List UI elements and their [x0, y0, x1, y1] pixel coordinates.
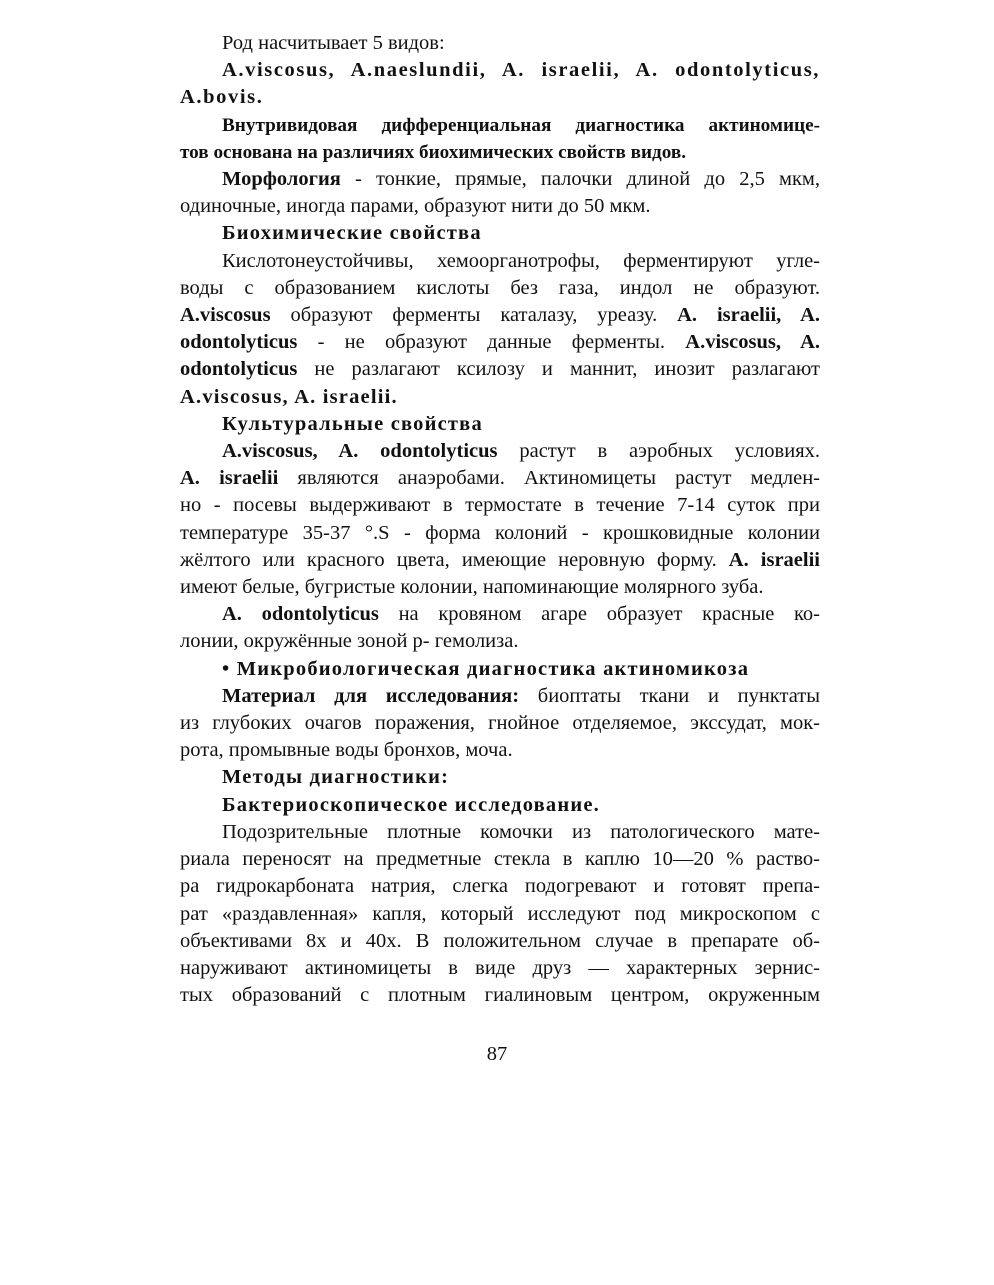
text-line	[180, 873, 820, 900]
text-line	[180, 574, 820, 601]
text-line	[180, 57, 820, 84]
text-span: рат «раздавленная» капля, который исследуют под микроскопом с	[180, 902, 820, 925]
text-line	[180, 547, 820, 574]
text-line	[180, 302, 820, 329]
text-span: объективами 8х и 40х. В положительном случае в препарате об-	[180, 929, 820, 952]
bold-text: Бактериоскопическое исследование.	[222, 793, 601, 816]
text-line	[180, 928, 820, 955]
bold-text: A.viscosus	[180, 304, 271, 327]
text-line	[180, 356, 820, 383]
text-line	[180, 628, 820, 655]
text-line	[180, 792, 820, 819]
text-span: тых образований с плотным гиалиновым центром, окруженным	[180, 984, 820, 1007]
text-span: растут в аэробных условиях.	[497, 440, 820, 463]
text-span: но - посевы выдерживают в термостате в течение 7-14 суток при	[180, 494, 820, 517]
text-line	[180, 329, 820, 356]
text-span: имеют белые, бугристые колонии, напоминающие молярного зуба.	[180, 576, 764, 599]
text-span: лонии, окружённые зоной р- гемолиза.	[180, 630, 519, 653]
text-span: Подозрительные плотные комочки из патологического мате-	[222, 820, 820, 843]
text-line	[180, 166, 820, 193]
text-line	[180, 84, 820, 111]
text-line	[180, 901, 820, 928]
text-line	[180, 683, 820, 710]
text-line	[180, 656, 820, 683]
text-span: на кровяном агаре образует красные ко-	[378, 603, 820, 626]
text-line	[180, 710, 820, 737]
text-line	[180, 982, 820, 1009]
bold-text: A. israelii	[180, 467, 279, 490]
text-line	[180, 520, 820, 547]
text-span: - не образуют данные ферменты.	[297, 331, 686, 354]
text-span: одиночные, иногда парами, образуют нити до 50 мкм.	[180, 195, 651, 218]
bold-text: • Микробиологическая диагностика актиномикоза	[222, 657, 750, 680]
bold-text: Биохимические свойства	[222, 222, 482, 245]
bold-text: A.viscosus, A.	[685, 331, 820, 354]
page-body	[180, 30, 820, 1009]
text-line	[180, 193, 820, 220]
text-span: риала переносят на предметные стекла в каплю 10—20 % раство-	[180, 848, 820, 871]
text-line	[180, 220, 820, 247]
text-span: температуре 35-37 °.S - форма колоний - крошковидные колонии	[180, 521, 820, 544]
text-line	[180, 465, 820, 492]
text-span: жёлтого или красного цвета, имеющие неровную форму.	[180, 548, 729, 571]
text-line	[180, 438, 820, 465]
text-line	[180, 384, 820, 411]
text-line	[180, 112, 820, 139]
text-line	[180, 30, 820, 57]
text-line	[180, 737, 820, 764]
text-span: наруживают актиномицеты в виде друз — характерных зернис-	[180, 956, 820, 979]
text-span: рота, промывные воды бронхов, моча.	[180, 739, 513, 762]
page-number: 87	[486, 1043, 508, 1065]
text-line	[180, 601, 820, 628]
bold-text: Морфология	[222, 168, 341, 191]
text-line	[180, 846, 820, 873]
bold-text: A. odontolyticus	[222, 603, 379, 626]
text-span: образуют ферменты каталазу, уреазу.	[270, 304, 678, 327]
bold-text: A.viscosus, A. israelii.	[180, 385, 398, 408]
bold-text: Материал для исследования:	[222, 684, 520, 707]
text-line	[180, 819, 820, 846]
text-line	[180, 139, 820, 166]
bold-text: тов основана на различиях биохимических свойств видов.	[180, 141, 687, 163]
text-span: - тонкие, прямые, палочки длиной до 2,5 мкм,	[340, 168, 820, 191]
text-span: являются анаэробами. Актиномицеты растут медлен-	[278, 467, 821, 490]
text-span: ра гидрокарбоната натрия, слегка подогревают и готовят препа-	[180, 875, 820, 898]
bold-text: A.viscosus, A. odontolyticus	[222, 440, 498, 463]
text-line	[180, 492, 820, 519]
text-line	[180, 764, 820, 791]
text-span: из глубоких очагов поражения, гнойное отделяемое, экссудат, мок-	[180, 712, 820, 735]
bold-text: odontolyticus	[180, 331, 298, 354]
text-span: биоптаты ткани и пунктаты	[519, 684, 821, 707]
text-span: Кислотонеустойчивы, хемоорганотрофы, ферментируют угле-	[222, 249, 820, 272]
text-span: воды с образованием кислоты без газа, индол не образуют.	[180, 276, 820, 299]
text-span: не разлагают ксилозу и маннит, инозит разлагают	[297, 358, 820, 381]
text-line	[180, 275, 820, 302]
bold-text: Методы диагностики:	[222, 766, 450, 789]
bold-text: Культуральные свойства	[222, 412, 483, 435]
text-line	[180, 955, 820, 982]
bold-text: A. israelii, A.	[677, 304, 821, 327]
bold-text: A.bovis.	[180, 86, 264, 109]
bold-text: Внутривидовая дифференциальная диагностика актиномице-	[222, 114, 820, 136]
bold-text: A. israelii	[728, 548, 820, 571]
bold-text: A.viscosus, A.naeslundii, A. israelii, A. odontolyticus,	[222, 59, 820, 82]
text-line	[180, 248, 820, 275]
text-span: Род насчитывает 5 видов:	[222, 32, 445, 54]
bold-text: odontolyticus	[180, 358, 298, 381]
text-line	[180, 411, 820, 438]
